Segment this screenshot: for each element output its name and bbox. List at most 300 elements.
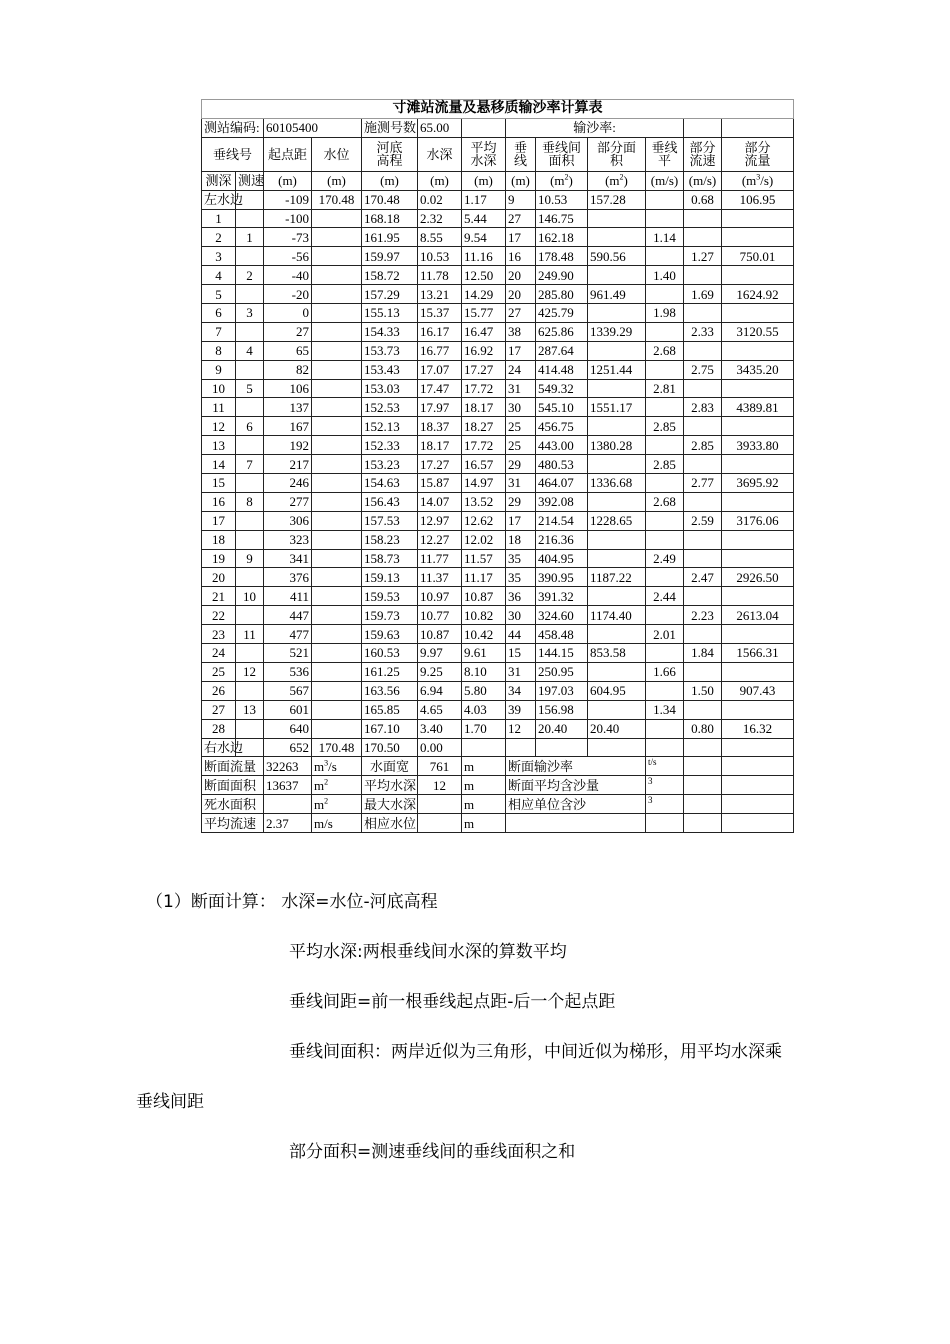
table-cell: 12.97 — [418, 511, 462, 530]
table-cell — [684, 455, 722, 474]
table-cell: 4 — [236, 341, 264, 360]
table-cell: 853.58 — [588, 644, 646, 663]
table-row — [202, 644, 794, 663]
table-cell: 20 — [506, 285, 536, 304]
table-cell — [588, 587, 646, 606]
table-row — [202, 625, 794, 644]
table-cell — [646, 644, 684, 663]
table-cell — [646, 398, 684, 417]
table-cell — [312, 285, 362, 304]
table-cell — [588, 379, 646, 398]
table-cell — [588, 738, 646, 757]
summary-empty — [722, 757, 794, 776]
table-cell: 13.21 — [418, 285, 462, 304]
table-cell: 1336.68 — [588, 474, 646, 493]
table-cell: 750.01 — [722, 247, 794, 266]
note-mean-depth: 平均水深:两根垂线间水深的算数平均 — [289, 942, 567, 962]
flow-calculation-sheet — [201, 99, 793, 833]
table-cell: 9.97 — [418, 644, 462, 663]
table-cell: 10.82 — [462, 606, 506, 625]
table-cell: 106.95 — [722, 190, 794, 209]
table-cell — [722, 455, 794, 474]
summary-val: 2.37 — [264, 814, 312, 833]
summary-unit2: m — [462, 795, 506, 814]
table-cell: 17 — [506, 341, 536, 360]
table-cell: 23 — [202, 625, 236, 644]
table-cell — [646, 190, 684, 209]
table-row — [202, 247, 794, 266]
table-cell — [236, 285, 264, 304]
table-cell: 10.87 — [462, 587, 506, 606]
table-cell: 26 — [202, 681, 236, 700]
table-cell: 961.49 — [588, 285, 646, 304]
table-cell: 11.16 — [462, 247, 506, 266]
table-cell: 16.77 — [418, 341, 462, 360]
table-cell — [722, 587, 794, 606]
table-cell: 246 — [264, 474, 312, 493]
table-cell — [684, 228, 722, 247]
note-inter-area-cont: 垂线间距 — [136, 1092, 204, 1112]
table-cell: 167 — [264, 417, 312, 436]
table-cell — [722, 625, 794, 644]
header-vertical-mean-velocity: 垂线 平 — [646, 137, 684, 171]
table-cell — [236, 436, 264, 455]
table-cell: 2.23 — [684, 606, 722, 625]
info-empty — [462, 118, 506, 137]
table-cell: 161.95 — [362, 228, 418, 247]
table-cell — [646, 568, 684, 587]
table-cell — [646, 719, 684, 738]
table-cell: 590.56 — [588, 247, 646, 266]
header-sounding: 测深 — [202, 171, 236, 190]
table-cell: 137 — [264, 398, 312, 417]
table-cell — [588, 530, 646, 549]
summary-empty — [722, 814, 794, 833]
table-cell: 5 — [202, 285, 236, 304]
table-row — [202, 662, 794, 681]
table-cell: 545.10 — [536, 398, 588, 417]
table-cell: 1.50 — [684, 681, 722, 700]
table-cell — [312, 455, 362, 474]
table-cell: 625.86 — [536, 322, 588, 341]
table-cell — [722, 266, 794, 285]
table-cell — [536, 738, 588, 757]
table-cell: 14 — [202, 455, 236, 474]
summary-empty — [684, 757, 722, 776]
table-row — [202, 209, 794, 228]
table-cell: 9 — [202, 360, 236, 379]
table-cell — [722, 228, 794, 247]
table-cell: 24 — [506, 360, 536, 379]
table-cell — [236, 360, 264, 379]
table-cell: 12.02 — [462, 530, 506, 549]
summary-unit: m/s — [312, 814, 362, 833]
table-cell: 159.97 — [362, 247, 418, 266]
table-cell: 197.03 — [536, 681, 588, 700]
header-water-level: 水位 — [312, 137, 362, 171]
table-cell — [722, 492, 794, 511]
table-cell: 165.85 — [362, 700, 418, 719]
table-cell: -73 — [264, 228, 312, 247]
table-cell: 160.53 — [362, 644, 418, 663]
table-cell: 34 — [506, 681, 536, 700]
table-cell: 20.40 — [536, 719, 588, 738]
table-cell — [312, 474, 362, 493]
table-cell — [646, 606, 684, 625]
table-cell: 156.98 — [536, 700, 588, 719]
table-cell — [588, 625, 646, 644]
table-cell: 3695.92 — [722, 474, 794, 493]
table-cell: 12.62 — [462, 511, 506, 530]
table-row — [202, 304, 794, 323]
summary-row — [202, 795, 794, 814]
table-cell: 153.23 — [362, 455, 418, 474]
table-cell: 1174.40 — [588, 606, 646, 625]
table-cell — [312, 644, 362, 663]
table-cell — [236, 322, 264, 341]
table-cell: 1 — [202, 209, 236, 228]
table-cell: 22 — [202, 606, 236, 625]
table-cell: 18.37 — [418, 417, 462, 436]
table-cell: 106 — [264, 379, 312, 398]
table-cell: 464.07 — [536, 474, 588, 493]
table-cell: 2.49 — [646, 549, 684, 568]
table-cell — [312, 625, 362, 644]
table-cell: 18 — [202, 530, 236, 549]
table-cell: 1.98 — [646, 304, 684, 323]
table-cell — [236, 568, 264, 587]
table-cell: 170.48 — [312, 738, 362, 757]
table-cell: 17.97 — [418, 398, 462, 417]
table-cell: 157.28 — [588, 190, 646, 209]
summary-val: 32263 — [264, 757, 312, 776]
table-cell: 159.53 — [362, 587, 418, 606]
info-empty — [684, 118, 722, 137]
summary-unit2: m — [462, 776, 506, 795]
table-cell: 425.79 — [536, 304, 588, 323]
table-cell: -20 — [264, 285, 312, 304]
table-cell — [722, 662, 794, 681]
table-cell: 404.95 — [536, 549, 588, 568]
table-cell — [684, 530, 722, 549]
table-cell: 15.77 — [462, 304, 506, 323]
table-cell: 376 — [264, 568, 312, 587]
table-cell: 324.60 — [536, 606, 588, 625]
table-cell: 17.07 — [418, 360, 462, 379]
table-row — [202, 190, 794, 209]
unit-cell: (m) — [506, 171, 536, 190]
table-cell: 11 — [236, 625, 264, 644]
table-cell — [588, 228, 646, 247]
flow-table — [201, 99, 794, 833]
table-cell: -56 — [264, 247, 312, 266]
table-cell: 601 — [264, 700, 312, 719]
table-cell — [722, 341, 794, 360]
table-cell — [722, 379, 794, 398]
table-cell: 18.17 — [462, 398, 506, 417]
table-cell: 341 — [264, 549, 312, 568]
table-cell: 21 — [202, 587, 236, 606]
table-cell: 5 — [236, 379, 264, 398]
table-cell: 18 — [506, 530, 536, 549]
table-cell — [684, 341, 722, 360]
table-cell: 2.68 — [646, 341, 684, 360]
table-cell: 12 — [506, 719, 536, 738]
table-cell: 153.73 — [362, 341, 418, 360]
table-cell: 2613.04 — [722, 606, 794, 625]
table-cell: 11.37 — [418, 568, 462, 587]
table-cell: 24 — [202, 644, 236, 663]
table-cell — [646, 247, 684, 266]
table-cell — [236, 474, 264, 493]
unit-cell: (m) — [264, 171, 312, 190]
table-cell — [312, 436, 362, 455]
table-cell: 29 — [506, 455, 536, 474]
table-cell: 159.63 — [362, 625, 418, 644]
table-cell: 20 — [506, 266, 536, 285]
table-cell: 1.69 — [684, 285, 722, 304]
summary-label2: 最大水深 — [362, 795, 418, 814]
table-cell: 17.27 — [462, 360, 506, 379]
table-cell: -109 — [264, 190, 312, 209]
table-cell — [236, 511, 264, 530]
table-cell: 277 — [264, 492, 312, 511]
table-row — [202, 511, 794, 530]
table-cell: 10.53 — [418, 247, 462, 266]
table-cell: 2.68 — [646, 492, 684, 511]
table-cell — [646, 209, 684, 228]
table-cell: 20 — [202, 568, 236, 587]
table-cell: 2.85 — [646, 455, 684, 474]
table-cell: 16 — [202, 492, 236, 511]
summary-empty — [722, 776, 794, 795]
table-cell: 159.13 — [362, 568, 418, 587]
table-cell: 25 — [506, 417, 536, 436]
summary-empty — [684, 776, 722, 795]
table-cell: 39 — [506, 700, 536, 719]
table-cell: 10 — [236, 587, 264, 606]
table-cell: 159.73 — [362, 606, 418, 625]
table-cell: 15.87 — [418, 474, 462, 493]
table-cell: 443.00 — [536, 436, 588, 455]
table-cell: 18.17 — [418, 436, 462, 455]
table-cell: 167.10 — [362, 719, 418, 738]
summary-unit: $m^3/s$ — [312, 757, 362, 776]
table-cell: 6 — [202, 304, 236, 323]
table-cell: 2.44 — [646, 587, 684, 606]
note-inter-area: 垂线间面积：两岸近似为三角形，中间近似为梯形，用平均水深乘 — [289, 1042, 782, 1062]
summary-unit: $m^2$ — [312, 776, 362, 795]
table-row — [202, 285, 794, 304]
table-cell — [312, 662, 362, 681]
unit-cell: (m) — [312, 171, 362, 190]
table-cell — [684, 209, 722, 228]
table-cell: 1187.22 — [588, 568, 646, 587]
table-cell: 1.14 — [646, 228, 684, 247]
table-row — [202, 549, 794, 568]
table-cell: 2.85 — [684, 436, 722, 455]
table-cell: 640 — [264, 719, 312, 738]
table-cell: 2 — [202, 228, 236, 247]
table-cell: 16.47 — [462, 322, 506, 341]
table-cell — [684, 625, 722, 644]
measurement-number-label: 施测号数 — [362, 118, 418, 137]
table-cell — [236, 530, 264, 549]
table-cell: 30 — [506, 398, 536, 417]
table-cell: 214.54 — [536, 511, 588, 530]
table-cell: 157.29 — [362, 285, 418, 304]
table-cell — [646, 436, 684, 455]
header-mean-depth: 平均 水深 — [462, 137, 506, 171]
table-cell: 156.43 — [362, 492, 418, 511]
table-cell: 3 — [202, 247, 236, 266]
table-cell — [588, 266, 646, 285]
table-row — [202, 587, 794, 606]
table-cell: 391.32 — [536, 587, 588, 606]
table-cell: 161.25 — [362, 662, 418, 681]
table-cell: 3 — [236, 304, 264, 323]
table-cell: 6.94 — [418, 681, 462, 700]
unit-cell: (m) — [418, 171, 462, 190]
table-cell: 25 — [202, 662, 236, 681]
header-start-distance: 起点距 — [264, 137, 312, 171]
table-cell — [236, 209, 264, 228]
table-cell: 178.48 — [536, 247, 588, 266]
table-row — [202, 455, 794, 474]
table-cell — [312, 492, 362, 511]
summary-label2: 水面宽 — [362, 757, 418, 776]
table-cell — [312, 341, 362, 360]
summary-unit2: m — [462, 757, 506, 776]
table-cell — [236, 681, 264, 700]
table-cell: 456.75 — [536, 417, 588, 436]
table-cell: 285.80 — [536, 285, 588, 304]
table-cell: 0.00 — [418, 738, 462, 757]
note-spacing: 垂线间距=前一根垂线起点距-后一个起点距 — [289, 992, 616, 1012]
header-part-velocity: 部分 流速 — [684, 137, 722, 171]
table-cell — [312, 606, 362, 625]
note-part-area: 部分面积=测速垂线间的垂线面积之和 — [289, 1142, 576, 1162]
table-cell — [312, 530, 362, 549]
header-depth: 水深 — [418, 137, 462, 171]
table-cell — [588, 700, 646, 719]
table-cell: 16.92 — [462, 341, 506, 360]
table-cell: 7 — [202, 322, 236, 341]
table-cell: 10.42 — [462, 625, 506, 644]
summary-unit3: 3 — [646, 795, 684, 814]
table-cell: 11.17 — [462, 568, 506, 587]
table-cell: 11 — [202, 398, 236, 417]
summary-empty — [684, 795, 722, 814]
summary-row — [202, 757, 794, 776]
table-cell: 3933.80 — [722, 436, 794, 455]
table-cell — [236, 398, 264, 417]
table-cell: 4389.81 — [722, 398, 794, 417]
table-cell: 0.02 — [418, 190, 462, 209]
table-cell: 1.34 — [646, 700, 684, 719]
table-cell: 3435.20 — [722, 360, 794, 379]
table-cell: 65 — [264, 341, 312, 360]
table-cell: 458.48 — [536, 625, 588, 644]
table-cell: -100 — [264, 209, 312, 228]
table-cell — [312, 322, 362, 341]
table-cell: 153.03 — [362, 379, 418, 398]
table-cell — [684, 549, 722, 568]
summary-unit3: 3 — [646, 776, 684, 795]
table-cell: 16.57 — [462, 455, 506, 474]
table-cell: 13 — [202, 436, 236, 455]
table-cell: 14.29 — [462, 285, 506, 304]
table-cell: 35 — [506, 549, 536, 568]
table-cell: 8 — [236, 492, 264, 511]
table-cell: 15 — [202, 474, 236, 493]
unit-cell-area: $(m^2)$ — [536, 171, 588, 190]
table-row — [202, 568, 794, 587]
table-row — [202, 492, 794, 511]
table-cell: 0.68 — [684, 190, 722, 209]
table-cell: 44 — [506, 625, 536, 644]
table-cell — [684, 417, 722, 436]
table-cell: 5.44 — [462, 209, 506, 228]
table-cell: 2.77 — [684, 474, 722, 493]
table-cell: 1.27 — [684, 247, 722, 266]
table-cell: 14.07 — [418, 492, 462, 511]
unit-cell-discharge: $(m^3/s)$ — [722, 171, 794, 190]
summary-label: 断面面积 — [202, 776, 264, 795]
table-cell: 28 — [202, 719, 236, 738]
header-spacing: 垂 线 — [506, 137, 536, 171]
station-code-value: 60105400 — [264, 118, 362, 137]
summary-val: 13637 — [264, 776, 312, 795]
table-cell: 154.33 — [362, 322, 418, 341]
table-cell: 35 — [506, 568, 536, 587]
table-cell: 168.18 — [362, 209, 418, 228]
table-row — [202, 417, 794, 436]
table-cell — [646, 322, 684, 341]
table-cell: 477 — [264, 625, 312, 644]
table-cell — [722, 209, 794, 228]
table-cell: 162.18 — [536, 228, 588, 247]
table-cell: 2.47 — [684, 568, 722, 587]
table-cell: 17 — [506, 511, 536, 530]
table-cell: 2.59 — [684, 511, 722, 530]
table-cell: 392.08 — [536, 492, 588, 511]
table-cell: 6 — [236, 417, 264, 436]
table-cell: 158.72 — [362, 266, 418, 285]
table-cell — [312, 304, 362, 323]
table-cell: 17.72 — [462, 379, 506, 398]
table-cell: 8 — [202, 341, 236, 360]
summary-val2 — [418, 795, 462, 814]
table-cell: 1566.31 — [722, 644, 794, 663]
table-cell: 216.36 — [536, 530, 588, 549]
summary-label3: 断面输沙率 — [506, 757, 646, 776]
table-cell: 30 — [506, 606, 536, 625]
table-cell: 158.23 — [362, 530, 418, 549]
table-cell: 1.66 — [646, 662, 684, 681]
measurement-number-value: 65.00 — [418, 118, 462, 137]
table-cell: 1251.44 — [588, 360, 646, 379]
table-cell: 146.75 — [536, 209, 588, 228]
sediment-rate-label: 输沙率: — [506, 118, 684, 137]
info-empty — [722, 118, 794, 137]
table-cell: 411 — [264, 587, 312, 606]
table-cell — [588, 304, 646, 323]
summary-row — [202, 776, 794, 795]
table-row — [202, 266, 794, 285]
summary-label: 断面流量 — [202, 757, 264, 776]
table-cell: 154.63 — [362, 474, 418, 493]
